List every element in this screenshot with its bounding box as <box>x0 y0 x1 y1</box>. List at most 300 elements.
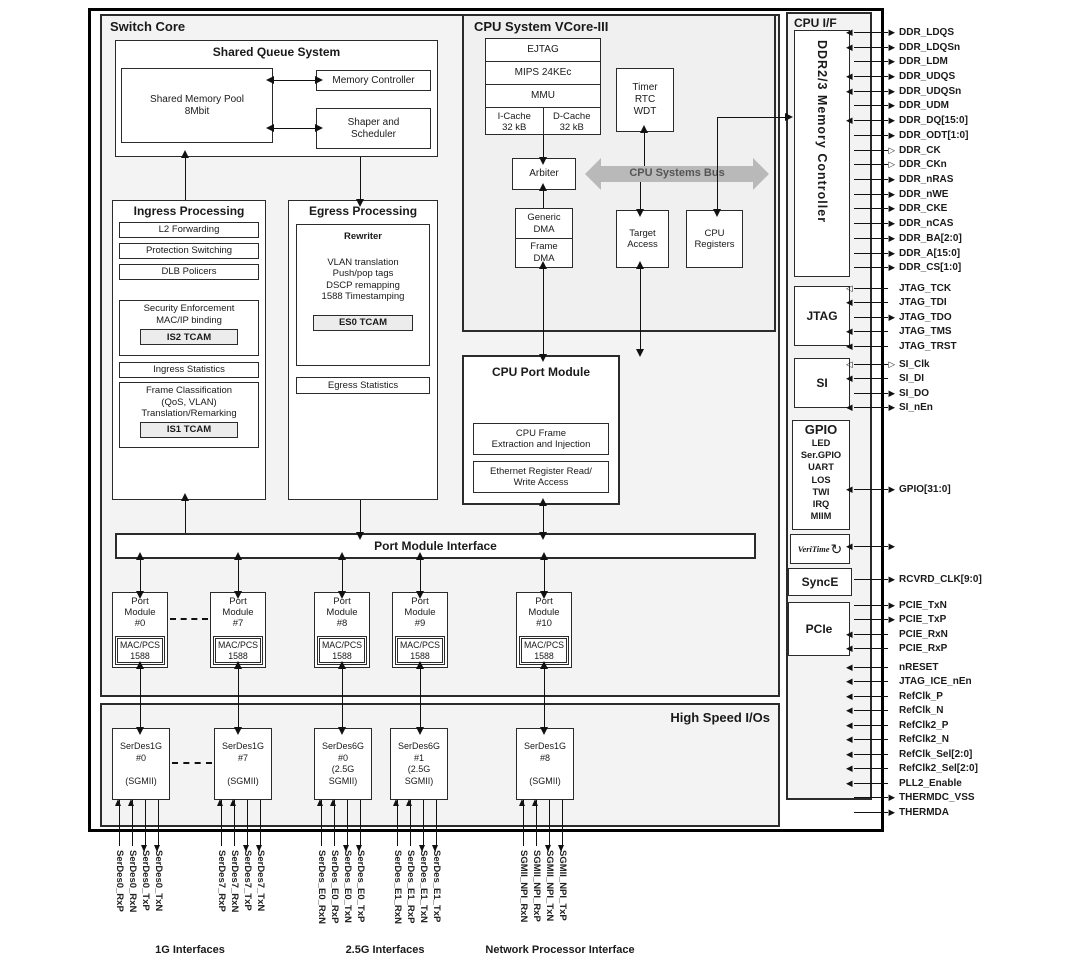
jtag-box <box>794 286 850 346</box>
signal-row <box>845 539 1077 554</box>
signal-line <box>854 317 888 318</box>
sd7-line2: #7 <box>237 752 248 763</box>
ingress-title: Ingress Processing <box>133 204 245 218</box>
signal-line <box>854 267 888 268</box>
pm7-line2: Module <box>222 607 254 618</box>
signal-label: RCVRD_CLK[9:0] <box>899 573 982 585</box>
egress-statistics-label: Egress Statistics <box>327 379 399 391</box>
shaper-line1: Shaper and <box>347 116 400 128</box>
signal-row <box>845 357 1077 372</box>
pmi-pm8-arrow <box>342 559 343 592</box>
pm10-line2: Module <box>528 607 560 618</box>
mips-to-arbiter-arrow <box>543 135 544 158</box>
pm8-line1: Port <box>333 596 351 607</box>
signal-line <box>854 754 888 755</box>
serdes-pin-line <box>523 800 524 846</box>
pmi-pm9-arrow <box>420 559 421 592</box>
arrow-left-icon <box>845 115 854 126</box>
signal-line <box>854 32 888 33</box>
dcache-cell <box>544 108 601 136</box>
serdes-pin <box>518 800 531 950</box>
pm9-line2: Module <box>404 607 436 618</box>
cpu-systems-bus-label: CPU Systems Bus <box>629 167 725 179</box>
signal-line <box>854 579 888 580</box>
veritime-clock-icon: ↻ <box>830 541 843 557</box>
arrow-right-icon <box>888 600 897 611</box>
pm10-mac1: MAC/PCS <box>523 640 565 650</box>
signal-row <box>845 143 1077 158</box>
signal-line <box>854 253 888 254</box>
target-access-line2: Access <box>627 239 658 250</box>
cpu-port-module-to-pmi-arrow <box>543 505 544 533</box>
arrow-left-icon <box>845 341 854 352</box>
signal-line <box>854 150 888 151</box>
si-signal-group <box>845 357 1077 415</box>
timer-rtc-wdt-box <box>616 68 674 132</box>
pm9-line1: Port <box>411 596 429 607</box>
signal-line <box>854 739 888 740</box>
serdes-pin-label: SerDes0_RxP <box>113 850 125 912</box>
signal-label: nRESET <box>899 661 939 673</box>
cpu-frame-line1: CPU Frame <box>515 427 567 439</box>
security-line1: Security Enforcement <box>143 303 235 314</box>
pm10-line1: Port <box>535 596 553 607</box>
serdes-pin-line <box>562 800 563 846</box>
sd6g0-line2: #0 <box>337 752 348 763</box>
signal-label: JTAG_ICE_nEn <box>899 676 972 688</box>
shaper-line2: Scheduler <box>350 128 397 140</box>
arrow-left-icon <box>845 283 854 294</box>
signal-label: PCIE_RxP <box>899 643 948 655</box>
serdes-pin-label: SerDes_E0_RxN <box>315 850 327 924</box>
security-line2: MAC/IP binding <box>156 314 222 326</box>
pcie-box <box>788 602 850 656</box>
port-module-ellipsis-dash <box>170 618 208 620</box>
arrow-left-icon <box>845 86 854 97</box>
pm0-mac1: MAC/PCS <box>119 640 161 650</box>
pm0-line2: Module <box>124 607 156 618</box>
arrow-right-icon <box>888 792 897 803</box>
arrow-right-icon <box>888 262 897 273</box>
arrow-right-icon <box>888 312 897 323</box>
serdes-pin-line <box>221 800 222 846</box>
cpu-if-title: CPU I/F <box>794 16 837 30</box>
arrow-left-icon <box>845 42 854 53</box>
serdes-pin-line <box>145 800 146 846</box>
signal-label: DDR_LDQS <box>899 26 955 38</box>
signal-line <box>854 407 888 408</box>
si-box <box>794 358 850 408</box>
misc-signal-group <box>845 660 1077 820</box>
signal-label: DDR_LDM <box>899 56 948 68</box>
pm8-line2: Module <box>326 607 358 618</box>
sd7-line4: (SGMII) <box>227 775 259 786</box>
signal-label: DDR_DQ[15:0] <box>899 115 968 127</box>
signal-line <box>854 681 888 682</box>
dma-box <box>515 208 573 268</box>
signal-label: THERMDC_VSS <box>899 792 975 804</box>
signal-line <box>854 346 888 347</box>
serdes-pin-line <box>549 800 550 846</box>
signal-line <box>854 105 888 106</box>
sd0-line4: (SGMII) <box>125 775 157 786</box>
signal-label: PLL2_Enable <box>899 777 962 789</box>
signal-row <box>845 202 1077 217</box>
signal-row <box>845 613 1077 628</box>
serdes-pin-line <box>360 800 361 846</box>
serdes-pin <box>216 800 229 950</box>
pm0-serdes-arrow <box>140 668 141 728</box>
serdes-pin-line <box>234 800 235 846</box>
sd0-line1: SerDes1G <box>119 741 163 751</box>
ingress-to-sqs-arrow <box>185 157 186 200</box>
arrow-right-icon <box>888 71 897 82</box>
serdes-pin-label: SerDes0_TxP <box>139 850 151 911</box>
rewriter-title: Rewriter <box>343 231 382 242</box>
arrow-right-icon <box>888 189 897 200</box>
signal-label: SI_nEn <box>899 402 933 414</box>
gpio-twi: TWI <box>812 486 830 497</box>
signal-line <box>854 331 888 332</box>
arrow-right-icon <box>888 807 897 818</box>
signal-label: DDR_BA[2:0] <box>899 232 962 244</box>
signal-label: DDR_UDM <box>899 100 949 112</box>
serdes-pin-line <box>423 800 424 846</box>
signal-row <box>845 776 1077 791</box>
ddr-signal-group <box>845 25 1077 275</box>
arrow-right-icon <box>888 218 897 229</box>
arrow-left-icon <box>845 734 854 745</box>
arrow-right-icon <box>888 574 897 585</box>
signal-label: DDR_ODT[1:0] <box>899 129 969 141</box>
cpu-systems-bus <box>600 166 754 182</box>
serdes-pin <box>431 800 444 950</box>
pm10-line3: #10 <box>536 618 552 629</box>
signal-row <box>845 231 1077 246</box>
arrow-right-icon <box>888 203 897 214</box>
dcache-line1: D-Cache <box>553 110 591 122</box>
arrow-right-icon <box>888 159 897 170</box>
serdes-pin <box>316 800 329 950</box>
gpio-uart: UART <box>808 462 834 473</box>
signal-line <box>854 179 888 180</box>
serdes-pin-line <box>132 800 133 846</box>
port-module-0 <box>112 592 168 668</box>
serdes-pin-label: SerDes7_TxN <box>254 850 266 912</box>
serdes-pin-group-3 <box>392 800 444 950</box>
serdes-pin <box>342 800 355 950</box>
signal-row <box>845 172 1077 187</box>
signal-label: DDR_UDQSn <box>899 85 962 97</box>
signal-row <box>845 660 1077 675</box>
port-module-9 <box>392 592 448 668</box>
signal-row <box>845 69 1077 84</box>
signal-line <box>854 47 888 48</box>
caption-npi: Network Processor Interface <box>485 944 635 956</box>
arrow-left-icon <box>845 27 854 38</box>
rewriter-line1: VLAN translation <box>327 256 399 268</box>
synce-box <box>788 568 852 596</box>
pm0-line1: Port <box>131 596 149 607</box>
serdes6g-0-box <box>314 728 372 800</box>
pmi-to-ingress-arrow <box>185 500 186 533</box>
signal-label: SI_DI <box>899 373 925 385</box>
serdes-pin-line <box>410 800 411 846</box>
signal-line <box>854 667 888 668</box>
signal-row <box>845 627 1077 642</box>
pool-memctrl-arrow <box>273 80 316 81</box>
signal-row <box>845 642 1077 657</box>
serdes6g-1-box <box>390 728 448 800</box>
shaper-scheduler-box <box>316 108 431 149</box>
arrow-left-icon <box>845 720 854 731</box>
arrow-right-icon <box>888 248 897 259</box>
signal-line <box>854 302 888 303</box>
pm9-line3: #9 <box>414 618 426 629</box>
serdes-pin-group-4 <box>518 800 570 950</box>
signal-row <box>845 310 1077 325</box>
arrow-left-icon <box>845 749 854 760</box>
serdes-pin <box>544 800 557 950</box>
signal-row <box>845 805 1077 820</box>
memory-controller-label: Memory Controller <box>332 74 415 86</box>
signal-row <box>845 689 1077 704</box>
shared-memory-pool-box <box>121 68 273 143</box>
pm10-mac2: 1588 <box>534 650 554 661</box>
shared-memory-pool-line1: Shared Memory Pool <box>150 93 244 105</box>
rewriter-line2: Push/pop tags <box>332 268 394 279</box>
signal-row <box>845 598 1077 613</box>
signal-row <box>845 791 1077 806</box>
pm8-mac1: MAC/PCS <box>321 640 363 650</box>
signal-line <box>854 194 888 195</box>
arrow-left-icon <box>845 662 854 673</box>
arrow-left-icon <box>845 71 854 82</box>
signal-line <box>854 76 888 77</box>
signal-line <box>854 364 888 365</box>
signal-line <box>854 634 888 635</box>
signal-label: RefClk2_P <box>899 719 949 731</box>
pm9-serdes-arrow <box>420 668 421 728</box>
signal-label: SI_Clk <box>899 358 930 370</box>
classification-line3: Translation/Remarking <box>141 408 237 419</box>
signal-row <box>845 339 1077 354</box>
signal-line <box>854 619 888 620</box>
signal-row <box>845 216 1077 231</box>
signal-label: JTAG_TCK <box>899 282 952 294</box>
signal-row <box>845 54 1077 69</box>
signal-row <box>845 25 1077 40</box>
serdes-pin-label: SerDes_E0_TxN <box>341 850 353 923</box>
mmu-cell: MMU <box>486 85 600 108</box>
serdes-pin-group-0 <box>114 800 166 950</box>
signal-row <box>845 762 1077 777</box>
mips-stack-box <box>485 38 601 135</box>
arrow-right-icon <box>888 174 897 185</box>
signal-line <box>854 238 888 239</box>
signal-label: DDR_nRAS <box>899 174 954 186</box>
signal-label: PCIE_RxN <box>899 628 948 640</box>
arrow-right-icon <box>888 233 897 244</box>
caption-1g-interfaces: 1G Interfaces <box>155 944 225 956</box>
signal-row <box>845 733 1077 748</box>
arrow-right-icon <box>888 359 897 370</box>
shared-queue-title: Shared Queue System <box>212 45 341 59</box>
signal-label: JTAG_TRST <box>899 340 957 352</box>
egress-statistics-box <box>296 377 430 394</box>
dlb-policers-label: DLB Policers <box>161 266 217 278</box>
signal-label: DDR_nCAS <box>899 218 954 230</box>
cpu-port-module-title: CPU Port Module <box>492 365 590 379</box>
serdes1g-7-box <box>214 728 272 800</box>
ejtag-cell: EJTAG <box>486 39 600 62</box>
gpio-title: GPIO <box>804 422 838 437</box>
arrow-right-icon <box>888 115 897 126</box>
veritime-signal-group <box>845 539 1077 554</box>
arrow-left-icon <box>845 297 854 308</box>
generic-dma-cell <box>516 209 572 239</box>
signal-label: DDR_nWE <box>899 188 949 200</box>
signal-row <box>845 187 1077 202</box>
signal-label: RefClk_N <box>899 705 944 717</box>
serdes-pin-label: SerDes_E0_RxP <box>328 850 340 924</box>
serdes-pin-label: SerDes0_TxN <box>152 850 164 912</box>
signal-row <box>845 718 1077 733</box>
serdes-pin <box>557 800 570 950</box>
dlb-policers-box <box>119 264 259 280</box>
signal-label: DDR_A[15:0] <box>899 247 961 259</box>
serdes-pin <box>405 800 418 950</box>
cpu-registers-box <box>686 210 743 268</box>
signal-line <box>854 768 888 769</box>
serdes-pin-label: SerDes7_TxP <box>241 850 253 911</box>
signal-row <box>845 704 1077 719</box>
si-label: SI <box>816 376 828 390</box>
serdes-pin <box>392 800 405 950</box>
egress-title: Egress Processing <box>308 204 418 218</box>
signal-row <box>845 157 1077 172</box>
pm8-serdes-arrow <box>342 668 343 728</box>
jtag-label: JTAG <box>806 309 838 323</box>
gpio-box <box>792 420 850 530</box>
signal-line <box>854 648 888 649</box>
pmi-pm10-arrow <box>544 559 545 592</box>
gpio-sergpio: Ser.GPIO <box>800 450 842 461</box>
signal-label: RefClk2_N <box>899 734 950 746</box>
veritime-logo-text: VeriTime <box>797 544 830 554</box>
pmi-pm0-arrow <box>140 559 141 592</box>
port-module-7 <box>210 592 266 668</box>
frame-dma-line1: Frame <box>530 241 558 252</box>
arrow-left-icon <box>845 778 854 789</box>
signal-line <box>854 605 888 606</box>
arrow-right-icon <box>888 100 897 111</box>
pm7-line1: Port <box>229 596 247 607</box>
arrow-right-icon <box>888 56 897 67</box>
gpio-los: LOS <box>811 474 831 485</box>
signal-label: PCIE_TxP <box>899 614 947 626</box>
signal-label: JTAG_TDI <box>899 297 947 309</box>
sqs-to-egress-arrow <box>360 157 361 200</box>
sd6g0-line4: SGMII) <box>328 775 358 786</box>
target-access-box <box>616 210 669 268</box>
serdes-pin-label: SerDes_E1_RxP <box>404 850 416 924</box>
dcache-line2: 32 kB <box>559 122 584 133</box>
signal-label: JTAG_TDO <box>899 311 952 323</box>
signal-line <box>854 120 888 121</box>
bus-to-timer-arrow <box>644 132 645 166</box>
high-speed-ios-title: High Speed I/Os <box>670 710 770 725</box>
gpio-irq: IRQ <box>812 499 830 510</box>
arrow-left-icon <box>845 705 854 716</box>
serdes-pin <box>153 800 166 950</box>
target-access-line1: Target <box>629 227 656 239</box>
pool-shaper-arrow <box>273 128 316 129</box>
serdes-pin-label: SGMII_NPI_RxN <box>517 850 529 923</box>
is2-tcam-box: IS2 TCAM <box>140 329 238 345</box>
serdes-pin-label: SGMII_NPI_RxP <box>530 850 542 922</box>
sd8-line1: SerDes1G <box>523 741 567 751</box>
signal-row <box>845 246 1077 261</box>
ethernet-register-line2: Write Access <box>513 477 569 488</box>
serdes-pin <box>531 800 544 950</box>
signal-line <box>854 208 888 209</box>
pm8-line3: #8 <box>336 618 348 629</box>
signal-line <box>854 393 888 394</box>
cpu-frame-box <box>473 423 609 455</box>
serdes-pin-label: SerDes_E1_TxN <box>417 850 429 923</box>
pm8-mac2: 1588 <box>332 650 352 661</box>
cpu-registers-line2: Registers <box>694 239 735 250</box>
port-module-10 <box>516 592 572 668</box>
serdes-pin-line <box>334 800 335 846</box>
serdes-pin-label: SerDes7_RxP <box>215 850 227 912</box>
serdes-ellipsis-dash <box>172 762 212 764</box>
switch-core-title: Switch Core <box>110 19 186 34</box>
signal-label: RefClk_P <box>899 690 943 702</box>
signal-label: DDR_LDQSn <box>899 41 961 53</box>
signal-row <box>845 372 1077 387</box>
signal-label: JTAG_TMS <box>899 326 952 338</box>
pm7-mac2: 1588 <box>228 650 248 661</box>
signal-line <box>854 812 888 813</box>
serdes-pin <box>229 800 242 950</box>
sd6g1-line2: #1 <box>413 752 424 763</box>
signal-row <box>845 296 1077 311</box>
serdes-pin-line <box>347 800 348 846</box>
sd6g1-line3: (2.5G <box>407 764 431 774</box>
signal-label: DDR_CS[1:0] <box>899 262 962 274</box>
jtag-signal-group <box>845 281 1077 354</box>
pm7-line3: #7 <box>232 618 244 629</box>
signal-line <box>854 546 888 547</box>
serdes-pin <box>255 800 268 950</box>
bus-to-ddr-arrow <box>717 117 786 118</box>
bus-to-target-access-arrow <box>640 182 641 210</box>
signal-row <box>845 482 1077 497</box>
arrow-right-icon <box>888 42 897 53</box>
signal-label: DDR_CK <box>899 144 941 156</box>
generic-dma-line2: DMA <box>533 223 555 235</box>
serdes-pin-line <box>536 800 537 846</box>
arrow-left-icon <box>845 763 854 774</box>
classification-line2: (QoS, VLAN) <box>161 396 217 408</box>
pm7-mac1: MAC/PCS <box>217 640 259 650</box>
arbiter-label: Arbiter <box>529 168 559 179</box>
sd8-line2: #8 <box>539 752 550 763</box>
memory-controller-box <box>316 70 431 91</box>
gpio-signal-group <box>845 482 1077 497</box>
